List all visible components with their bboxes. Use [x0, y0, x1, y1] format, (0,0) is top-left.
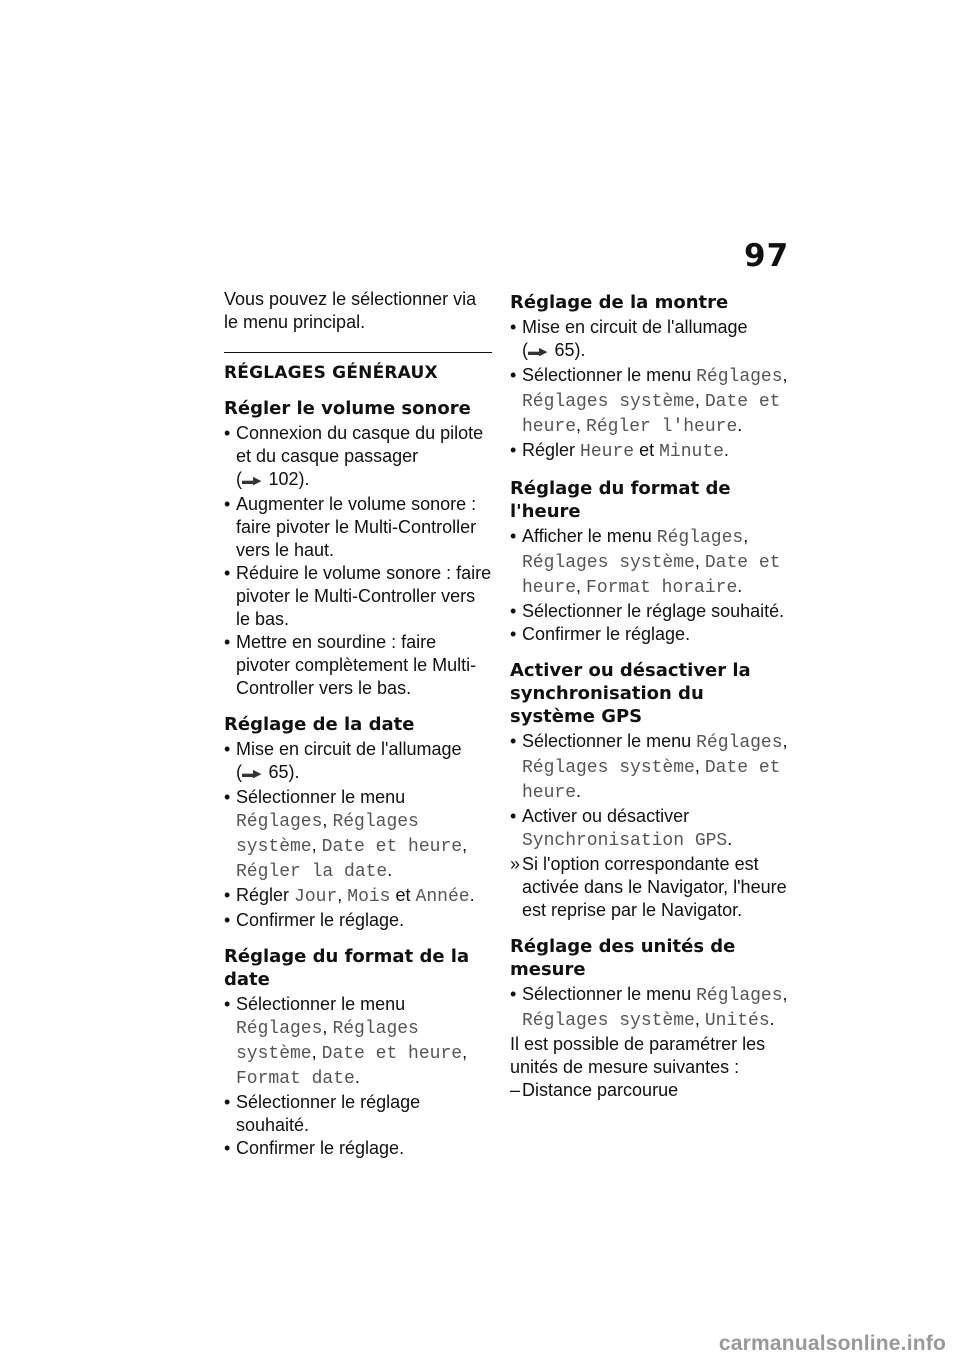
heading-units: Réglage des unités de mesure: [510, 936, 736, 980]
list-item: • Sélectionner le menu Réglages, Réglages système, Date et heure, Format date.: [224, 993, 492, 1091]
page-reference-arrow-icon: ▬▶: [528, 346, 548, 358]
gps-list: [510, 730, 788, 922]
list-item: • Sélectionner le réglage souhaité.: [224, 1091, 492, 1137]
list-item: • Régler Jour, Mois et Année.: [224, 884, 492, 909]
heading-volume: Régler le volume sonore: [224, 398, 471, 419]
list-item: • Confirmer le réglage.: [510, 623, 788, 646]
clock-list: [510, 316, 788, 464]
units-dash-list: [510, 1079, 788, 1102]
watermark: carmanualsonline.info: [718, 1332, 946, 1355]
result-item: » Si l'option correspondante est activée dans le Navigator, l'heure est reprise par le Navigator.: [510, 853, 788, 922]
list-item: • Mise en circuit de l'allumage (▬▶ 65).: [510, 316, 788, 364]
list-item: • Augmenter le volume sonore : faire pivoter le Multi-Controller vers le haut.: [224, 493, 492, 562]
list-item: • Mettre en sourdine : faire pivoter complètement le Multi-Controller vers le bas.: [224, 631, 492, 700]
units-list: [510, 983, 788, 1033]
date-list: [224, 738, 492, 932]
intro-paragraph: Vous pouvez le sélectionner via le menu principal.: [224, 289, 477, 332]
list-item: • Sélectionner le menu Réglages, Réglages système, Date et heure, Régler la date.: [224, 786, 492, 884]
time-format-list: [510, 525, 788, 646]
units-paragraph: Il est possible de paramétrer les unités de mesure suivantes :: [510, 1034, 766, 1077]
list-item: • Sélectionner le menu Réglages, Réglages système, Date et heure, Régler l'heure.: [510, 364, 788, 439]
page-reference-arrow-icon: ▬▶: [242, 768, 262, 780]
list-item: • Sélectionner le réglage souhaité.: [510, 600, 788, 623]
list-item: • Mise en circuit de l'allumage (▬▶ 65).: [224, 738, 492, 786]
list-item: • Régler Heure et Minute.: [510, 439, 788, 464]
list-item: • Confirmer le réglage.: [224, 909, 492, 932]
heading-time-format: Réglage du format de l'heure: [510, 478, 731, 522]
list-item: • Réduire le volume sonore : faire pivoter le Multi-Controller vers le bas.: [224, 562, 492, 631]
left-column: [224, 288, 492, 1173]
volume-list: [224, 422, 492, 700]
heading-date-format: Réglage du format de la date: [224, 946, 470, 990]
list-item: • Afficher le menu Réglages, Réglages système, Date et heure, Format horaire.: [510, 525, 788, 600]
dash-item: – Distance parcourue: [510, 1079, 788, 1102]
heading-date: Réglage de la date: [224, 714, 415, 735]
list-item: • Sélectionner le menu Réglages, Réglages système, Unités.: [510, 983, 788, 1033]
list-item: • Sélectionner le menu Réglages, Réglages système, Date et heure.: [510, 730, 788, 805]
heading-clock: Réglage de la montre: [510, 292, 729, 313]
heading-gps: Activer ou désactiver la synchronisation du système GPS: [510, 660, 751, 727]
section-title: RÉGLAGES GÉNÉRAUX: [224, 352, 492, 385]
page-reference-arrow-icon: ▬▶: [242, 475, 262, 487]
page-number: 97: [744, 238, 790, 274]
list-item: • Connexion du casque du pilote et du casque passager (▬▶ 102).: [224, 422, 492, 493]
right-column: [510, 291, 788, 1115]
list-item: • Confirmer le réglage.: [224, 1137, 492, 1160]
date-format-list: [224, 993, 492, 1160]
list-item: • Activer ou désactiver Synchronisation GPS.: [510, 805, 788, 853]
